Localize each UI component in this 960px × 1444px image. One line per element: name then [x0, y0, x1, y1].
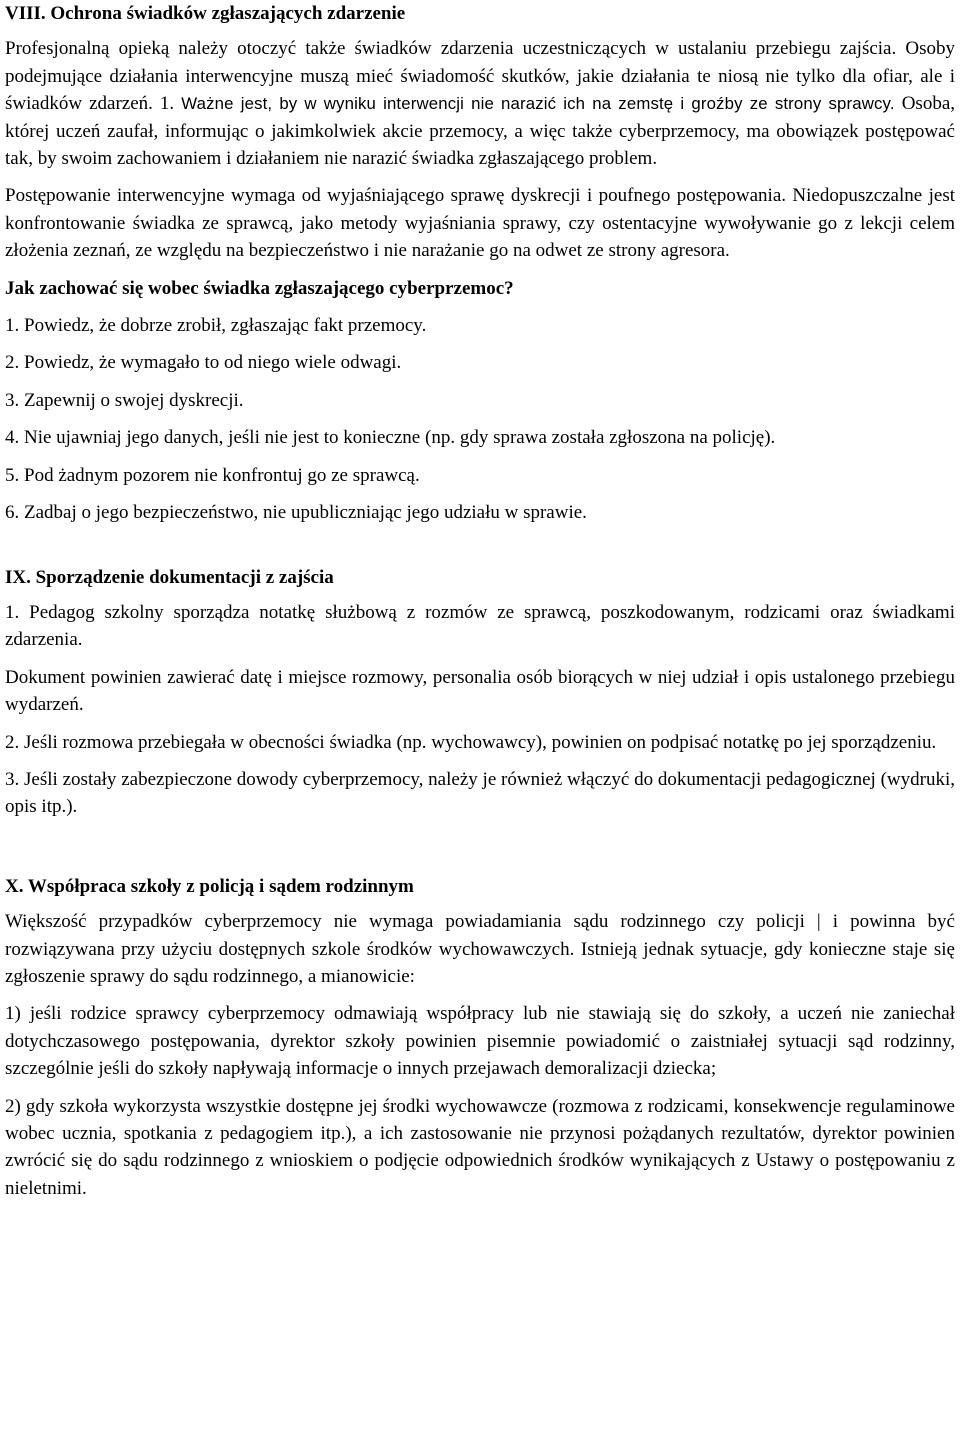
section-9-heading: IX. Sporządzenie dokumentacji z zajścia [5, 566, 334, 588]
section-10-paragraph-3: 2) gdy szkoła wykorzysta wszystkie dostępne jej środki wychowawcze (rozmowa z rodzicami, konsekwencje regulaminowe wobec ucznia, spotkania z pedagogiem itp.), a ich zastosowanie nie przynosi pożądanych rezultatów, dyrektor powinien zwrócić się do sądu rodzinnego z wnioskiem o podjęcie odpowiednich środków wynikających z Ustawy o postępowaniu z nieletnimi. [5, 1095, 955, 1199]
witness-step: 5. Pod żadnym pozorem nie konfrontuj go ze sprawcą. [5, 464, 420, 486]
section-9-paragraph-4: 3. Jeśli zostały zabezpieczone dowody cyberprzemocy, należy je również włączyć do dokumentacji pedagogicznej (wydruki, opis itp.). [5, 768, 955, 818]
witness-question-heading: Jak zachować się wobec świadka zgłaszającego cyberprzemoc? [5, 277, 514, 299]
section-8-paragraph-1-part-b: Ważne jest, by w wyniku interwencji nie narazić ich na zemstę i groźby ze strony sprawcy. [174, 94, 895, 114]
section-8-paragraph-1-part-c: Osoba, której uczeń zaufał, informując o jakimkolwiek akcie przemocy, a więc także cyberprzemocy, ma obowiązek postępować tak, by swoim zachowaniem i działaniem nie narazić świadka zgłaszającego problem. [5, 93, 955, 170]
section-9-paragraph-2: Dokument powinien zawierać datę i miejsce rozmowy, personalia osób biorących w niej udział i opis ustalonego przebiegu wydarzeń. [5, 666, 955, 716]
witness-step: 1. Powiedz, że dobrze zrobił, zgłaszając fakt przemocy. [5, 315, 427, 337]
section-8-paragraph-2: Postępowanie interwencyjne wymaga od wyjaśniającego sprawę dyskrecji i poufnego postępowania. Niedopuszczalne jest konfrontowanie świadka ze sprawcą, jako metody wyjaśniania sprawy, czy ostentacyjne wywoływanie go z lekcji celem złożenia zeznań, ze względu na bezpieczeństwo i nie narażanie go na odwet ze strony agresora. [5, 185, 955, 262]
section-8-paragraph-1-part-a: Profesjonalną opieką należy otoczyć także świadków zdarzenia uczestniczących w ustalaniu przebiegu zajścia. Osoby podejmujące działania interwencyjne muszą mieć świadomość skutków, jakie działania te niosą nie tylko dla ofiar, ale i świadków zdarzeń. 1. [5, 38, 955, 115]
section-10-heading: X. Współpraca szkoły z policją i sądem rodzinnym [5, 875, 414, 897]
section-9-paragraph-3: 2. Jeśli rozmowa przebiegała w obecności świadka (np. wychowawcy), powinien on podpisać notatkę po jej sporządzeniu. [5, 731, 937, 753]
witness-step: 6. Zadbaj o jego bezpieczeństwo, nie upubliczniając jego udziału w sprawie. [5, 502, 587, 524]
witness-step: 4. Nie ujawniaj jego danych, jeśli nie jest to konieczne (np. gdy sprawa została zgłoszona na policję). [5, 427, 776, 449]
document-page [5, 0, 955, 1202]
section-10-paragraph-2: 1) jeśli rodzice sprawcy cyberprzemocy odmawiają współpracy lub nie stawiają się do szkoły, a uczeń nie zaniechał dotychczasowego postępowania, dyrektor szkoły powinien pisemnie powiadomić o zaistniałej sytuacji sąd rodzinny, szczególnie jeśli do szkoły napływają informacje o innych przejawach demoralizacji dziecka; [5, 1003, 955, 1080]
witness-step: 2. Powiedz, że wymagało to od niego wiele odwagi. [5, 352, 402, 374]
section-9-paragraph-1: 1. Pedagog szkolny sporządza notatkę służbową z rozmów ze sprawcą, poszkodowanym, rodzicami oraz świadkami zdarzenia. [5, 601, 955, 651]
witness-step: 3. Zapewnij o swojej dyskrecji. [5, 389, 244, 411]
section-10-paragraph-1: Większość przypadków cyberprzemocy nie wymaga powiadamiania sądu rodzinnego czy policji | i powinna być rozwiązywana przy użyciu dostępnych szkole środków wychowawczych. Istnieją jednak sytuacje, gdy konieczne staje się zgłoszenie sprawy do sądu rodzinnego, a mianowicie: [5, 911, 955, 987]
section-8-heading: VIII. Ochrona świadków zgłaszających zdarzenie [5, 3, 406, 24]
witness-steps-list [5, 312, 955, 526]
section-8-paragraph-1 [5, 35, 955, 172]
